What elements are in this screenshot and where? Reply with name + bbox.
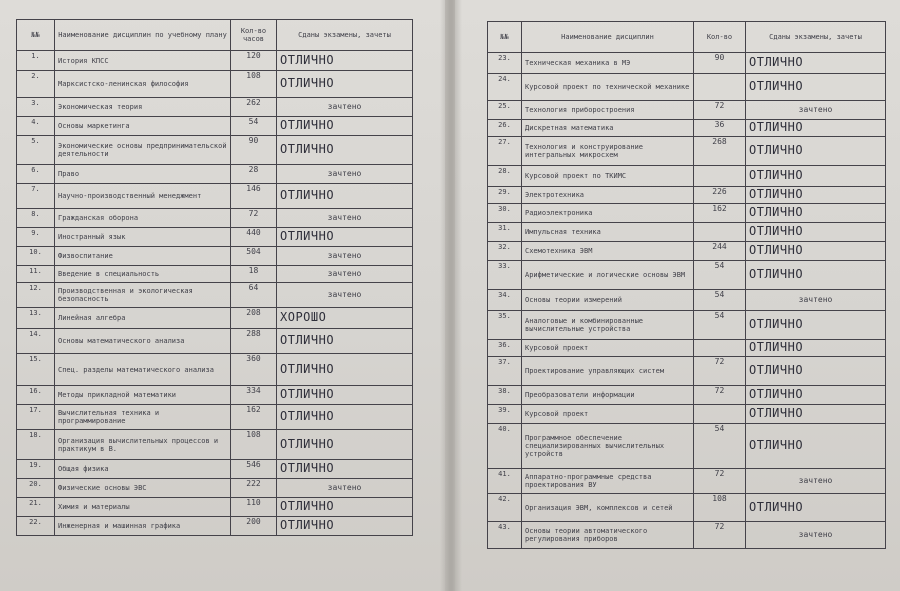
grade-cell (277, 517, 413, 536)
row-number: 2. (17, 71, 55, 98)
hours-value: 54 (694, 261, 746, 290)
row-number: 25. (488, 101, 522, 120)
grade-cell (746, 386, 886, 405)
table-row (488, 137, 886, 166)
header-name: Наименование дисциплин (522, 22, 694, 53)
hours-value: 208 (231, 308, 277, 329)
table-row (488, 405, 886, 424)
row-number: 10. (17, 247, 55, 266)
grade-value: зачтено (327, 483, 362, 492)
grade-cell (277, 430, 413, 460)
table-row (17, 184, 413, 209)
discipline-name: Гражданская оборона (55, 209, 231, 228)
grade-value: ОТЛИЧНО (280, 142, 335, 156)
row-number: 36. (488, 340, 522, 357)
grade-value: ОТЛИЧНО (749, 243, 804, 257)
table-row (17, 329, 413, 354)
grade-cell (277, 184, 413, 209)
discipline-name: Курсовой проект по технической механике (522, 74, 694, 101)
row-number: 23. (488, 53, 522, 74)
row-number: 26. (488, 120, 522, 137)
grade-cell (277, 405, 413, 430)
row-number: 41. (488, 469, 522, 494)
grade-cell (746, 261, 886, 290)
header-grade: Сданы экзамены, зачеты (746, 22, 886, 53)
discipline-name: Экономические основы предпринимательской деятельности (55, 136, 231, 165)
grade-value: зачтено (327, 102, 362, 111)
discipline-name: Электротехника (522, 187, 694, 204)
grade-cell (746, 424, 886, 469)
grade-cell (746, 223, 886, 242)
hours-value: 504 (231, 247, 277, 266)
row-number: 39. (488, 405, 522, 424)
discipline-name: Вычислительная техника и программирование (55, 405, 231, 430)
row-number: 30. (488, 204, 522, 223)
grade-cell (277, 51, 413, 71)
table-row (17, 354, 413, 386)
hours-value: 162 (231, 405, 277, 430)
hours-value (694, 166, 746, 187)
discipline-name: Физвоспитание (55, 247, 231, 266)
discipline-name: Физические основы ЭВС (55, 479, 231, 498)
grade-value: зачтено (327, 213, 362, 222)
table-row (17, 386, 413, 405)
grade-value: ОТЛИЧНО (280, 387, 335, 401)
table-row (17, 430, 413, 460)
discipline-name: Линейная алгебра (55, 308, 231, 329)
hours-value: 222 (231, 479, 277, 498)
grade-cell (277, 498, 413, 517)
row-number: 9. (17, 228, 55, 247)
discipline-name: Введение в специальность (55, 266, 231, 283)
grade-value: ОТЛИЧНО (749, 187, 804, 201)
table-header-row (17, 20, 413, 51)
row-number: 27. (488, 137, 522, 166)
grade-value: ОТЛИЧНО (749, 267, 804, 281)
grade-value: ОТЛИЧНО (280, 499, 335, 513)
discipline-name: Технология и конструирование интегральных микросхем (522, 137, 694, 166)
grade-cell (746, 311, 886, 340)
hours-value: 72 (231, 209, 277, 228)
hours-value: 54 (694, 311, 746, 340)
discipline-name: Марксистско-ленинская философия (55, 71, 231, 98)
row-number: 14. (17, 329, 55, 354)
grade-cell (746, 357, 886, 386)
grade-value: зачтено (798, 105, 833, 114)
discipline-name: Организация вычислительных процессов и практикум в В. (55, 430, 231, 460)
hours-value: 54 (694, 290, 746, 311)
discipline-name: История КПСС (55, 51, 231, 71)
discipline-name: Программное обеспечение специализированных вычислительных устройств (522, 424, 694, 469)
grade-cell (746, 137, 886, 166)
hours-value (694, 74, 746, 101)
table-row (17, 479, 413, 498)
table-row (17, 283, 413, 308)
header-num: №№ (17, 20, 55, 51)
grade-cell (746, 74, 886, 101)
hours-value (694, 340, 746, 357)
discipline-name: Дискретная математика (522, 120, 694, 137)
row-number: 3. (17, 98, 55, 117)
grade-cell (277, 136, 413, 165)
table-row (17, 228, 413, 247)
row-number: 24. (488, 74, 522, 101)
discipline-name: Технология приборостроения (522, 101, 694, 120)
grade-cell (277, 165, 413, 184)
table-row (17, 71, 413, 98)
discipline-name: Арифметические и логические основы ЭВМ (522, 261, 694, 290)
discipline-name: Основы маркетинга (55, 117, 231, 136)
hours-value: 18 (231, 266, 277, 283)
grade-value: ОТЛИЧНО (280, 229, 335, 243)
table-row (488, 290, 886, 311)
grade-cell (277, 209, 413, 228)
hours-value: 244 (694, 242, 746, 261)
grade-value: ОТЛИЧНО (749, 340, 804, 354)
row-number: 34. (488, 290, 522, 311)
row-number: 21. (17, 498, 55, 517)
grade-cell (746, 101, 886, 120)
discipline-name: Импульсная техника (522, 223, 694, 242)
table-row (17, 308, 413, 329)
grade-cell (277, 117, 413, 136)
hours-value: 110 (231, 498, 277, 517)
header-grade: Сданы экзамены, зачеты (277, 20, 413, 51)
grade-value: ОТЛИЧНО (280, 409, 335, 423)
hours-value: 54 (694, 424, 746, 469)
grade-value: ОТЛИЧНО (280, 118, 335, 132)
grade-value: зачтено (327, 251, 362, 260)
grade-value: ОТЛИЧНО (749, 317, 804, 331)
hours-value (694, 405, 746, 424)
row-number: 4. (17, 117, 55, 136)
discipline-name: Основы теории автоматического регулирования приборов (522, 522, 694, 549)
discipline-name: Курсовой проект (522, 340, 694, 357)
hours-value: 200 (231, 517, 277, 536)
row-number: 35. (488, 311, 522, 340)
table-row (488, 261, 886, 290)
discipline-name: Преобразователи информации (522, 386, 694, 405)
row-number: 12. (17, 283, 55, 308)
row-number: 15. (17, 354, 55, 386)
grade-value: ОТЛИЧНО (749, 55, 804, 69)
hours-value: 72 (694, 469, 746, 494)
row-number: 38. (488, 386, 522, 405)
hours-value: 288 (231, 329, 277, 354)
discipline-name: Техническая механика в МЭ (522, 53, 694, 74)
row-number: 5. (17, 136, 55, 165)
grade-value: ОТЛИЧНО (280, 461, 335, 475)
grade-value: зачтено (798, 476, 833, 485)
grade-cell (277, 283, 413, 308)
row-number: 11. (17, 266, 55, 283)
table-row (488, 53, 886, 74)
grade-value: ОТЛИЧНО (749, 168, 804, 182)
row-number: 29. (488, 187, 522, 204)
grade-value: ОТЛИЧНО (749, 387, 804, 401)
row-number: 40. (488, 424, 522, 469)
row-number: 6. (17, 165, 55, 184)
row-number: 43. (488, 522, 522, 549)
table-row (488, 494, 886, 522)
grade-cell (746, 242, 886, 261)
row-number: 13. (17, 308, 55, 329)
table-row (488, 340, 886, 357)
hours-value: 72 (694, 357, 746, 386)
grade-cell (746, 187, 886, 204)
table-row (488, 424, 886, 469)
grade-value: ОТЛИЧНО (749, 363, 804, 377)
grade-value: ОТЛИЧНО (749, 438, 804, 452)
hours-value: 72 (694, 101, 746, 120)
hours-value: 334 (231, 386, 277, 405)
grade-cell (277, 228, 413, 247)
row-number: 37. (488, 357, 522, 386)
grade-value: ОТЛИЧНО (280, 361, 335, 376)
discipline-name: Химия и материалы (55, 498, 231, 517)
table-row (17, 405, 413, 430)
hours-value (694, 223, 746, 242)
grade-value: ОТЛИЧНО (280, 52, 335, 67)
grade-cell (746, 290, 886, 311)
row-number: 31. (488, 223, 522, 242)
hours-value: 28 (231, 165, 277, 184)
table-row (488, 120, 886, 137)
hours-value: 72 (694, 386, 746, 405)
grade-value: ОТЛИЧНО (749, 79, 804, 93)
table-row (488, 74, 886, 101)
grade-cell (746, 494, 886, 522)
discipline-name: Экономическая теория (55, 98, 231, 117)
table-row (488, 311, 886, 340)
discipline-name: Научно-производственный менеджмент (55, 184, 231, 209)
hours-value: 90 (694, 53, 746, 74)
row-number: 20. (17, 479, 55, 498)
header-num: №№ (488, 22, 522, 53)
grade-value: ХОРОШО (280, 310, 327, 324)
discipline-name: Производственная и экологическая безопасность (55, 283, 231, 308)
row-number: 33. (488, 261, 522, 290)
row-number: 28. (488, 166, 522, 187)
table-row (17, 117, 413, 136)
grade-value: зачтено (327, 169, 362, 178)
discipline-name: Право (55, 165, 231, 184)
row-number: 17. (17, 405, 55, 430)
discipline-name: Иностранный язык (55, 228, 231, 247)
table-row (17, 247, 413, 266)
grade-cell (277, 98, 413, 117)
row-number: 1. (17, 51, 55, 71)
table-row (17, 517, 413, 536)
grade-cell (746, 166, 886, 187)
header-hours: Кол-во (694, 22, 746, 53)
discipline-name: Организация ЭВМ, комплексов и сетей (522, 494, 694, 522)
table-row (17, 98, 413, 117)
hours-value: 226 (694, 187, 746, 204)
header-name: Наименование дисциплин по учебному плану (55, 20, 231, 51)
discipline-name: Инженерная и машинная графика (55, 517, 231, 536)
grade-cell (746, 120, 886, 137)
discipline-name: Курсовой проект (522, 405, 694, 424)
table-row (488, 357, 886, 386)
hours-value: 72 (694, 522, 746, 549)
discipline-name: Методы прикладной математики (55, 386, 231, 405)
table-row (488, 469, 886, 494)
discipline-name: Курсовой проект по ТКИМС (522, 166, 694, 187)
discipline-name: Схемотехника ЭВМ (522, 242, 694, 261)
grade-value: ОТЛИЧНО (749, 406, 804, 420)
hours-value: 546 (231, 460, 277, 479)
discipline-name: Радиоэлектроника (522, 204, 694, 223)
row-number: 7. (17, 184, 55, 209)
table-row (488, 242, 886, 261)
table-row (17, 136, 413, 165)
grade-value: ОТЛИЧНО (749, 224, 804, 238)
hours-value: 146 (231, 184, 277, 209)
table-row (488, 522, 886, 549)
row-number: 8. (17, 209, 55, 228)
grade-cell (746, 522, 886, 549)
grade-cell (746, 469, 886, 494)
grade-value: ОТЛИЧНО (280, 76, 335, 90)
grades-table-left (16, 19, 413, 536)
hours-value: 268 (694, 137, 746, 166)
hours-value: 120 (231, 51, 277, 71)
discipline-name: Основы теории измерений (522, 290, 694, 311)
grade-cell (746, 340, 886, 357)
grade-cell (277, 460, 413, 479)
discipline-name: Аналоговые и комбинированные вычислительные устройства (522, 311, 694, 340)
table-row (17, 209, 413, 228)
grade-cell (746, 53, 886, 74)
row-number: 32. (488, 242, 522, 261)
table-row (17, 165, 413, 184)
table-header-row (488, 22, 886, 53)
table-row (17, 460, 413, 479)
grades-table-right (487, 21, 886, 549)
discipline-name: Основы математического анализа (55, 329, 231, 354)
grade-value: ОТЛИЧНО (280, 333, 335, 347)
grade-cell (277, 479, 413, 498)
hours-value: 64 (231, 283, 277, 308)
grade-cell (277, 71, 413, 98)
hours-value: 162 (694, 204, 746, 223)
hours-value: 108 (694, 494, 746, 522)
hours-value: 90 (231, 136, 277, 165)
row-number: 18. (17, 430, 55, 460)
grade-value: ОТЛИЧНО (280, 518, 335, 532)
grade-cell (746, 204, 886, 223)
row-number: 19. (17, 460, 55, 479)
grade-value: зачтено (798, 295, 833, 304)
table-row (17, 266, 413, 283)
grade-value: ОТЛИЧНО (749, 120, 804, 134)
table-row (17, 51, 413, 71)
grade-cell (277, 247, 413, 266)
grade-value: ОТЛИЧНО (749, 143, 804, 157)
hours-value: 108 (231, 71, 277, 98)
grade-cell (277, 329, 413, 354)
page-fold (440, 0, 462, 591)
table-row (488, 386, 886, 405)
hours-value: 108 (231, 430, 277, 460)
grade-cell (277, 308, 413, 329)
row-number: 42. (488, 494, 522, 522)
table-row (17, 498, 413, 517)
grade-value: ОТЛИЧНО (280, 188, 335, 202)
grade-value: зачтено (327, 290, 362, 299)
grade-cell (746, 405, 886, 424)
row-number: 16. (17, 386, 55, 405)
grade-value: зачтено (327, 269, 362, 278)
grade-cell (277, 266, 413, 283)
discipline-name: Проектирование управляющих систем (522, 357, 694, 386)
grade-value: ОТЛИЧНО (280, 436, 335, 451)
hours-value: 440 (231, 228, 277, 247)
grade-value: зачтено (798, 530, 833, 539)
grade-value: ОТЛИЧНО (749, 205, 804, 219)
hours-value: 36 (694, 120, 746, 137)
table-row (488, 101, 886, 120)
table-row (488, 166, 886, 187)
grade-cell (277, 386, 413, 405)
hours-value: 262 (231, 98, 277, 117)
discipline-name: Общая физика (55, 460, 231, 479)
header-hours: Кол-во часов (231, 20, 277, 51)
table-row (488, 204, 886, 223)
discipline-name: Спец. разделы математического анализа (55, 354, 231, 386)
grade-value: ОТЛИЧНО (749, 499, 804, 514)
grade-cell (277, 354, 413, 386)
table-row (488, 187, 886, 204)
table-row (488, 223, 886, 242)
hours-value: 54 (231, 117, 277, 136)
discipline-name: Аппаратно-программные средства проектирования ВУ (522, 469, 694, 494)
hours-value: 360 (231, 354, 277, 386)
row-number: 22. (17, 517, 55, 536)
